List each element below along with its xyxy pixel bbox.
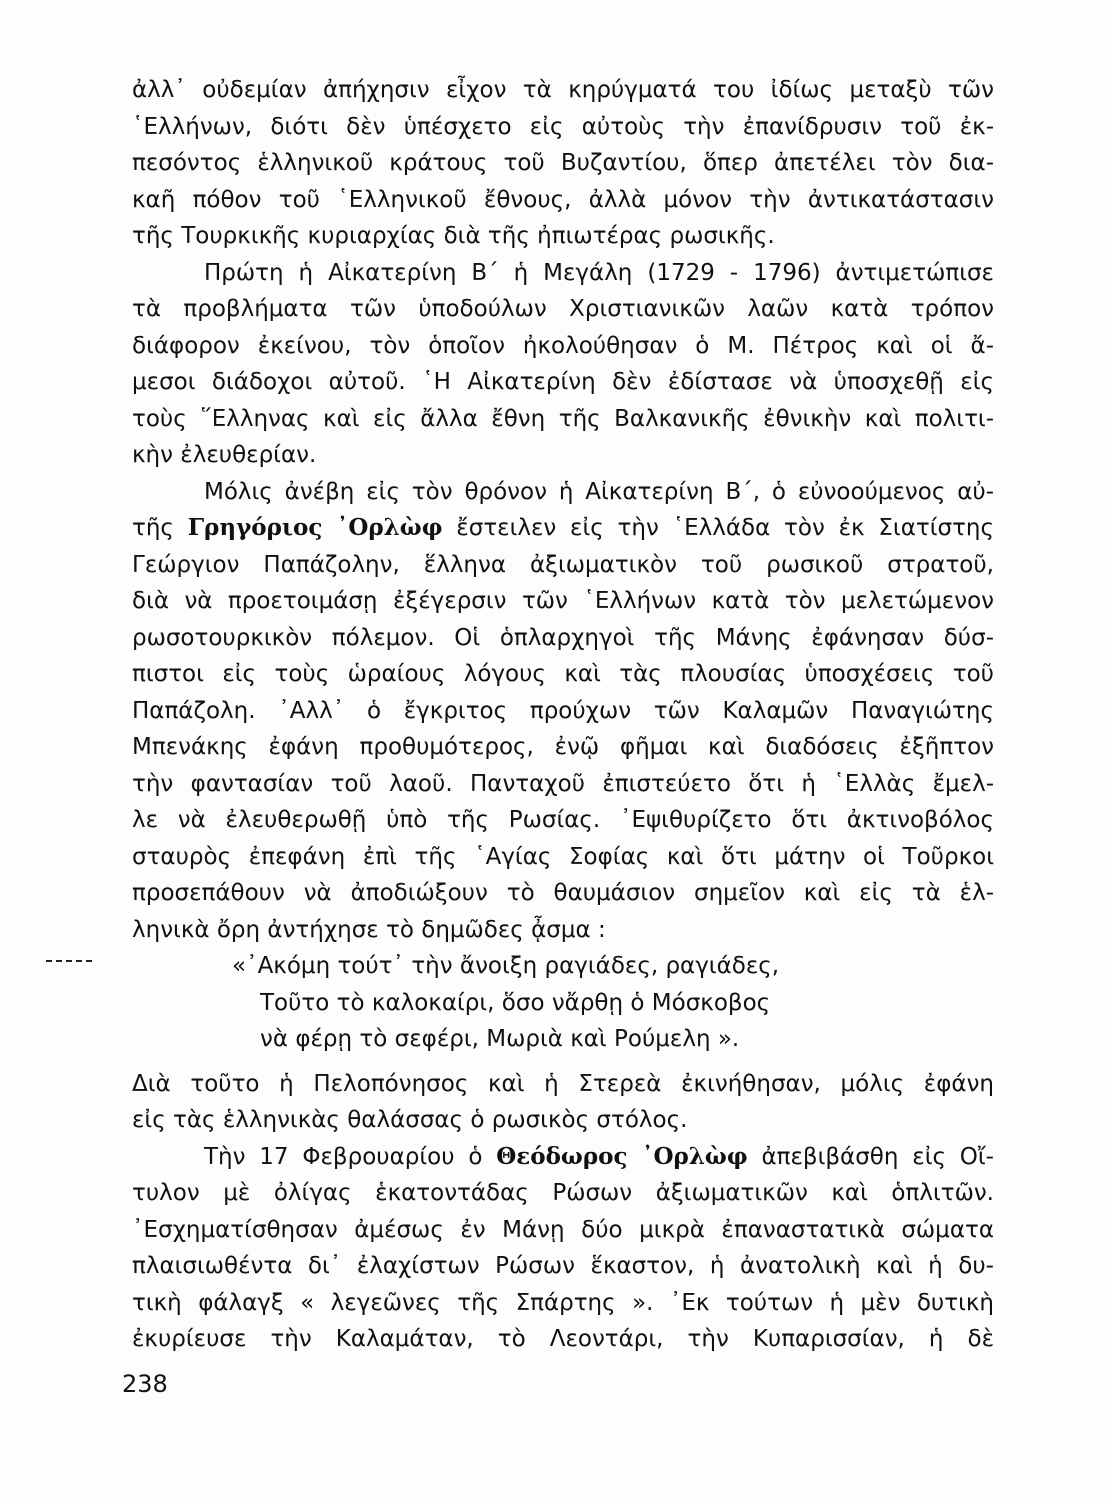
text-line: λε νὰ ἐλευθερωθῇ ὑπὸ τῆς Ρωσίας. ᾿Εψιθυρίζετο ὅτι ἀκτινοβόλος — [132, 807, 994, 833]
text-run: ἔστειλεν εἰς τὴν ῾Ελλάδα τὸν ἐκ Σιατίστης — [442, 515, 994, 541]
text-line: ἀλλ᾽ οὐδεμίαν ἀπήχησιν εἶχον τὰ κηρύγματά του ἰδίως μεταξὺ τῶν — [132, 77, 994, 103]
page-text — [132, 72, 994, 1358]
text-line — [132, 1139, 994, 1176]
verse-line: νὰ φέρῃ τὸ σεφέρι, Μωριὰ καὶ Ρούμελη ». — [260, 1026, 740, 1052]
text-run: ἀπεβιβάσθη εἰς Οἴ- — [747, 1143, 994, 1170]
text-line: τυλον μὲ ὀλίγας ἑκατοντάδας Ρώσων ἀξιωματικῶν καὶ ὁπλιτῶν. — [132, 1180, 994, 1206]
page-number: 238 — [122, 1370, 168, 1398]
text-run: τῆς — [132, 515, 188, 541]
text-line: τὴν φαντασίαν τοῦ λαοῦ. Πανταχοῦ ἐπιστεύετο ὅτι ἡ ῾Ελλὰς ἔμελ- — [132, 770, 994, 797]
text-line: ληνικὰ ὄρη ἀντήχησε τὸ δημῶδες ᾆσμα : — [132, 916, 606, 943]
text-line: καῆ πόθον τοῦ ῾Ελληνικοῦ ἔθνους, ἀλλὰ μόνον τὴν ἀντικατάστασιν — [132, 186, 994, 213]
person-name-bold: Θεόδωρος ᾿Ορλὼφ — [496, 1142, 748, 1170]
text-line: κὴν ἐλευθερίαν. — [132, 442, 317, 468]
text-line: Παπάζολη. ᾿Αλλ᾽ ὁ ἔγκριτος προύχων τῶν Καλαμῶν Παναγιώτης — [132, 697, 994, 724]
text-line: Πρώτη ἡ Αἰκατερίνη Β΄ ἡ Μεγάλη (1729 - 1796) ἀντιμετώπισε — [204, 259, 994, 286]
text-line: Μπενάκης ἐφάνη προθυμότερος, ἐνῷ φῆμαι καὶ διαδόσεις ἐξῆπτον — [132, 734, 994, 760]
text-run: Τὴν 17 Φεβρουαρίου ὁ — [204, 1143, 497, 1170]
text-line: ῾Ελλήνων, διότι δὲν ὑπέσχετο εἰς αὐτοὺς τὴν ἐπανίδρυσιν τοῦ ἐκ- — [132, 113, 994, 140]
text-line: τικὴ φάλαγξ « λεγεῶνες τῆς Σπάρτης ». ᾿Εκ τούτων ἡ μὲν δυτικὴ — [132, 1289, 994, 1316]
text-line: ᾿Εσχηματίσθησαν ἀμέσως ἐν Μάνῃ δύο μικρὰ ἐπαναστατικὰ σώματα — [132, 1216, 994, 1243]
text-line: Διὰ τοῦτο ἡ Πελοπόνησος καὶ ἡ Στερεὰ ἐκινήθησαν, μόλις ἐφάνη — [132, 1070, 994, 1097]
text-line: πεσόντος ἑλληνικοῦ κράτους τοῦ Βυζαντίου, ὅπερ ἀπετέλει τὸν δια- — [132, 150, 994, 176]
text-line: τὰ προβλήματα τῶν ὑποδούλων Χριστιανικῶν λαῶν κατὰ τρόπον — [132, 296, 994, 322]
text-line: διάφορον ἐκείνου, τὸν ὁποῖον ἠκολούθησαν ὁ Μ. Πέτρος καὶ οἱ ἄ- — [132, 332, 994, 359]
text-line — [132, 510, 994, 547]
text-line: προσεπάθουν νὰ ἀποδιώξουν τὸ θαυμάσιον σημεῖον καὶ εἰς τὰ ἑλ- — [132, 880, 994, 906]
text-line: διὰ νὰ προετοιμάσῃ ἐξέγερσιν τῶν ῾Ελλήνων κατὰ τὸν μελετώμενον — [132, 588, 994, 614]
text-line: ἐκυρίευσε τὴν Καλαμάταν, τὸ Λεοντάρι, τὴν Κυπαρισσίαν, ἡ δὲ — [132, 1326, 994, 1352]
text-line: Γεώργιον Παπάζολην, ἕλληνα ἀξιωματικὸν τοῦ ρωσικοῦ στρατοῦ, — [132, 551, 994, 578]
text-line: τῆς Τουρκικῆς κυριαρχίας διὰ τῆς ἠπιωτέρας ρωσικῆς. — [132, 223, 775, 249]
margin-pencil-mark — [46, 960, 92, 965]
text-line: πιστοι εἰς τοὺς ὡραίους λόγους καὶ τὰς πλουσίας ὑποσχέσεις τοῦ — [132, 661, 994, 687]
text-line: μεσοι διάδοχοι αὐτοῦ. ῾Η Αἰκατερίνη δὲν ἐδίστασε νὰ ὑποσχεθῇ εἰς — [132, 369, 994, 395]
text-line: ρωσοτουρκικὸν πόλεμον. Οἱ ὁπλαρχηγοὶ τῆς Μάνης ἐφάνησαν δύσ- — [132, 624, 994, 651]
verse-line: Τοῦτο τὸ καλοκαίρι, ὅσο νἄρθῃ ὁ Μόσκοβος — [260, 989, 771, 1016]
text-line: πλαισιωθέντα δι᾽ ἐλαχίστων Ρώσων ἕκαστον, ἡ ἀνατολικὴ καὶ ἡ δυ- — [132, 1253, 994, 1279]
text-line: τοὺς ῞Ελληνας καὶ εἰς ἄλλα ἔθνη τῆς Βαλκανικῆς ἐθνικὴν καὶ πολιτι- — [132, 405, 994, 432]
person-name-bold: Γρηγόριος ᾿Ορλὼφ — [187, 514, 443, 541]
text-line: εἰς τὰς ἑλληνικὰς θαλάσσας ὁ ρωσικὸς στόλος. — [132, 1107, 688, 1133]
text-line: Μόλις ἀνέβη εἰς τὸν θρόνον ἡ Αἰκατερίνη Β΄, ὁ εὐνοούμενος αὐ- — [204, 478, 994, 505]
spacer — [132, 1058, 994, 1066]
verse-line: «᾿Ακόμη τούτ᾽ τὴν ἄνοιξη ραγιάδες, ραγιάδες, — [232, 953, 780, 979]
text-line: σταυρὸς ἐπεφάνη ἐπὶ τῆς ῾Αγίας Σοφίας καὶ ὅτι μάτην οἱ Τοῦρκοι — [132, 843, 994, 870]
